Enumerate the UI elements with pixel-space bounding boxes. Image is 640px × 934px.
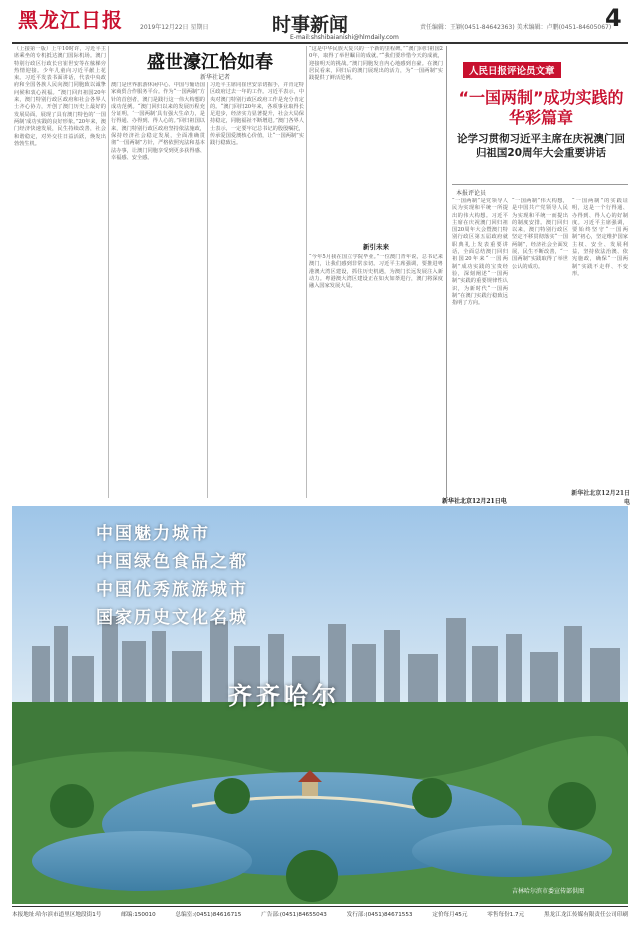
column-divider bbox=[207, 82, 208, 498]
issue-date: 2019年12月22日 星期日 bbox=[140, 24, 209, 31]
footer-retail: 零售每份1.7元 bbox=[487, 912, 525, 918]
column-divider bbox=[306, 46, 307, 498]
left-story-byline: 新华社记者 bbox=[200, 74, 231, 81]
masthead-rule bbox=[12, 42, 628, 44]
right-story-title: “一国两制”成功实践的华彩篇章 bbox=[458, 88, 624, 127]
column-divider bbox=[108, 46, 109, 498]
story-divider bbox=[446, 46, 447, 498]
right-story-column-3: “一国两制”的实践证明，这是一个行得通、办得到、得人心的好制度。习近平主席强调，要始终坚守“一国两制”初心，坚定维护国家主权、安全、发展利益，坚持依法治澳、依宪施政，确保“一国两制”实践不走样、不变形。 bbox=[572, 198, 628, 277]
section-email: E-mail:shshibaianishi@hlmdaily.com bbox=[290, 34, 399, 41]
left-dateline: 新华社北京12月21日电 bbox=[442, 498, 507, 505]
section-title: 时事新闻 bbox=[272, 14, 349, 36]
footer-address: 本报地址:哈尔滨市道里区地段街1号 bbox=[12, 912, 102, 918]
left-story-subhead: 新引未来 bbox=[363, 243, 389, 251]
footer-office: 总编室:(0451)84616715 bbox=[175, 912, 242, 918]
left-story-column-3: 习近平主席同崔世安亲切握手，并肯定特区政府过去一年的工作。习近平表示，中央对澳门特别行政区政府工作是充分肯定的。“澳门回归20年来，各项事业取得长足进步，经济实力显著提升，社会大局保持稳定，同胞福祉不断增进。”澳门各界人士表示，一定要牢记总书记的殷殷嘱托，传承爱国爱澳核心价值，让“一国两制”实践行稳致远。 bbox=[210, 82, 304, 147]
footer-ads: 广告部:(0451)84655043 bbox=[261, 912, 327, 918]
left-story-headline: 盛世濠江恰如春 bbox=[147, 52, 273, 73]
footer-postcode: 邮编:150010 bbox=[121, 912, 156, 918]
slogan-3: 中国优秀旅游城市 bbox=[96, 580, 248, 600]
footer-price: 定价每月45元 bbox=[432, 912, 468, 918]
editor-info: 责任编辑：王颖(0451-84642363) 美术编辑：卢鹏(0451-84605067) bbox=[420, 24, 612, 31]
title-rule bbox=[452, 184, 628, 185]
right-story-column-1: “一国两制”是党领导人民为实现和平统一所提出的伟大构想。习近平主席在庆祝澳门回归祖国20周年大会暨澳门特别行政区第五届政府就职典礼上发表重要讲话，全面总结澳门回归祖国20年来“一国两制”成功实践的宝贵经验，深刻阐述“一国两制”实践的重要规律性认识，为新时代“一国两制”在澳门实践行稳致远指明了方向。 bbox=[452, 198, 508, 307]
slogan-1: 中国魅力城市 bbox=[96, 524, 210, 544]
slogan-2: 中国绿色食品之都 bbox=[96, 552, 248, 572]
left-story-column-4: “这是中华民族大复兴的一个新的里程碑。”“澳门回归祖国20年，取得了举世瞩目的成就。”“我们要珍惜今天的成就，迎接明天的挑战。”澳门同胞发自内心地感到自豪。在澳门居民看来，回归后的澳门展现出的活力，为“一国两制”实践提供了鲜活范例。 bbox=[309, 46, 443, 82]
left-story-column-2: 澳门是世界旅游休闲中心、中国与葡语国家商贸合作服务平台。作为“一国两制”方针的首创者，澳门是践行这一伟大构想的成功范例。“澳门回归以来的发展历程充分证明，‘一国两制’具有强大生命力，是行得通、办得到、得人心的。”回归祖国以来，澳门特别行政区政府坚持依法施政，保持经济社会稳定发展，全面准确贯彻“一国两制”方针，严格依照宪法和基本法办事，让澳门同胞享受到更多获得感、幸福感、安全感。 bbox=[111, 82, 205, 161]
left-story-column-4b: “今年5月我在国立学院毕业。”一位澳门青年说，总书记来澳门，让我们感到非常亲切。习近平主席强调，要推进粤港澳大湾区建设，抓住历史机遇，为澳门长远发展注入新动力。粤港澳大湾区建设正在如火如荼进行，澳门将深度融入国家发展大局。 bbox=[309, 254, 443, 290]
newspaper-logo: 黑龙江日报 bbox=[18, 8, 123, 32]
right-story-column-2: “一国两制”伟大构想，是中国共产党领导人民为实现和平统一而提出的制度安排。澳门回归以来，澳门特别行政区坚定不移贯彻落实“一国两制”，经济社会全面发展，民生不断改善，“一国两制”实践取得了举世公认的成功。 bbox=[512, 198, 568, 270]
right-story-author: 本报评论员 bbox=[456, 190, 487, 197]
page-number: 4 bbox=[605, 4, 622, 32]
right-story-subtitle: 论学习贯彻习近平主席在庆祝澳门回归祖国20周年大会重要讲话 bbox=[457, 133, 625, 159]
footer-distribution: 发行部:(0451)84671553 bbox=[346, 912, 413, 918]
city-slogans bbox=[96, 520, 248, 632]
commentary-tag: 人民日报评论员文章 bbox=[463, 62, 561, 78]
left-story-column-1: （上接第一版）上午10时许，习近平主席乘坐的专机抵达澳门国际机场。澳门特别行政区行政长官崔世安等在舷梯旁热情迎接。少年儿童向习近平献上花束。习近平发表书面讲话，代表中央政府和全国各族人民向澳门同胞致以诚挚问候和衷心祝福。“澳门回归祖国20年来，澳门特别行政区政府和社会各界人士齐心协力，开创了澳门历史上最好的发展局面，展现了具有澳门特色的‘一国两制’成功实践的良好形象。”20年来，澳门经济快速发展，民生持续改善，社会和谐稳定，对外交往日益活跃，焕发出勃勃生机。 bbox=[14, 46, 106, 147]
photo-credit: 吉林哈尔滨市委宣传部供图 bbox=[512, 888, 585, 895]
city-name: 齐齐哈尔 bbox=[228, 682, 340, 710]
footer-printer: 黑龙江龙江传媒有限责任公司印刷 bbox=[544, 912, 628, 918]
footer-rule bbox=[12, 906, 628, 907]
footer bbox=[12, 910, 628, 918]
right-story-dateline: 新华社北京12月21日电 bbox=[571, 490, 630, 506]
slogan-4: 国家历史文化名城 bbox=[96, 608, 248, 628]
